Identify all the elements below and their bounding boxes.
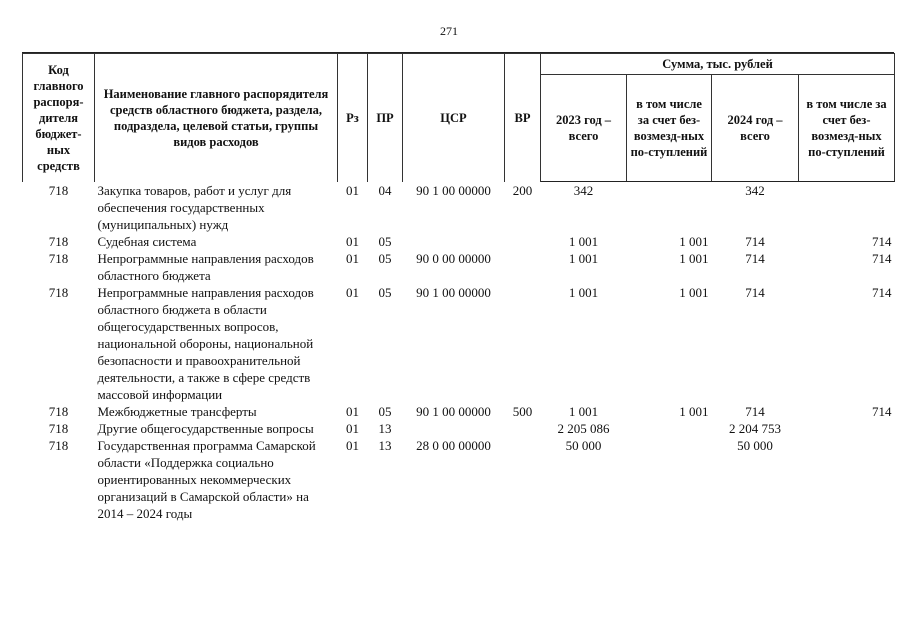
header-name: Наименование главного распорядителя средств областного бюджета, раздела, подраздела, целевой статьи, группы видов расходов [95, 54, 338, 182]
cell-vr: 500 [512, 403, 533, 419]
cell-2023-total: 1 001 [568, 403, 599, 419]
cell-csr: 90 1 00 00000 [416, 182, 491, 198]
cell-rz: 01 [346, 250, 359, 266]
header-sum-group: Сумма, тыс. рублей [541, 54, 895, 75]
cell-2024-total: 714 [745, 403, 765, 419]
budget-table [22, 53, 895, 522]
cell-rz: 01 [346, 233, 359, 249]
cell-2024-total: 2 204 753 [729, 420, 781, 436]
cell-2023-free: 1 001 [679, 284, 709, 300]
cell-2024-free: 714 [872, 403, 892, 419]
table-row [23, 250, 895, 284]
cell-2024-total: 50 000 [737, 437, 773, 453]
cell-name: Непрограммные направления расходов областного бюджета в области общегосударственных вопросов, национальной обороны, национальной безопасности и правоохранительной деятельности, а также в сфере средств массовой информации [97, 284, 314, 402]
cell-vr: 200 [512, 182, 533, 198]
cell-csr [403, 420, 505, 437]
cell-2023-free [627, 182, 712, 233]
cell-csr: 90 0 00 00000 [416, 250, 491, 266]
table-row [23, 182, 895, 233]
header-vr: ВР [505, 54, 541, 182]
cell-2024-free: 714 [872, 250, 892, 266]
cell-pr: 04 [378, 182, 392, 198]
table-body [23, 182, 895, 522]
cell-code: 718 [48, 420, 69, 436]
table-row [23, 284, 895, 403]
cell-2024-free [799, 182, 895, 233]
cell-2023-free: 1 001 [679, 233, 709, 249]
cell-code: 718 [48, 284, 69, 300]
cell-rz: 01 [346, 437, 359, 453]
cell-rz: 01 [346, 420, 359, 436]
cell-2023-total: 342 [573, 183, 594, 198]
header-2024-total: 2024 год – всего [712, 75, 799, 182]
cell-2024-total: 714 [745, 250, 765, 266]
cell-2023-free: 1 001 [679, 403, 709, 419]
table-row [23, 233, 895, 250]
cell-2024-free [799, 437, 895, 522]
cell-pr: 05 [378, 403, 392, 419]
cell-code: 718 [48, 250, 69, 266]
cell-vr [505, 233, 541, 250]
header-2023-free: в том числе за счет без-возмезд-ных по-ступлений [627, 75, 712, 182]
cell-code: 718 [48, 233, 69, 249]
table-row [23, 420, 895, 437]
cell-rz: 01 [346, 403, 359, 419]
cell-2023-total: 1 001 [568, 284, 599, 300]
cell-name: Непрограммные направления расходов областного бюджета [97, 250, 314, 283]
cell-2024-total: 714 [745, 233, 765, 249]
cell-csr [403, 233, 505, 250]
cell-vr [505, 420, 541, 437]
table-row [23, 437, 895, 522]
header-code: Код главного распоря-дителя бюджет-ных средств [23, 54, 95, 182]
cell-rz: 01 [346, 284, 359, 300]
cell-pr: 13 [378, 437, 392, 453]
cell-rz: 01 [346, 182, 359, 198]
cell-2024-free [799, 420, 895, 437]
cell-vr [505, 250, 541, 284]
cell-name: Закупка товаров, работ и услуг для обеспечения государственных (муниципальных) нужд [97, 182, 292, 232]
cell-2024-total: 714 [745, 284, 765, 300]
header-pr: ПР [368, 54, 403, 182]
cell-vr [505, 437, 541, 522]
cell-pr: 05 [378, 284, 392, 300]
cell-vr [505, 284, 541, 403]
cell-name: Межбюджетные трансферты [97, 403, 257, 419]
cell-code: 718 [48, 182, 69, 198]
header-2023-total: 2023 год – всего [541, 75, 627, 182]
cell-2023-free [627, 437, 712, 522]
cell-pr: 05 [378, 233, 392, 249]
cell-csr: 90 1 00 00000 [416, 403, 491, 419]
cell-name: Судебная система [97, 233, 197, 249]
cell-2023-total: 1 001 [568, 250, 599, 266]
table-header [23, 54, 895, 182]
cell-code: 718 [48, 403, 69, 419]
header-csr: ЦСР [403, 54, 505, 182]
cell-pr: 05 [378, 250, 392, 266]
cell-pr: 13 [378, 420, 392, 436]
cell-csr: 28 0 00 00000 [416, 437, 491, 453]
cell-2023-total: 50 000 [565, 437, 602, 453]
page-number: 271 [440, 24, 458, 38]
cell-code: 718 [48, 437, 69, 453]
cell-csr: 90 1 00 00000 [416, 284, 491, 300]
cell-2023-free [627, 420, 712, 437]
cell-name: Государственная программа Самарской области «Поддержка социально ориентированных некоммерческих организаций в Самарской области» на 2014 – 2024 годы [97, 437, 316, 521]
cell-2023-total: 1 001 [568, 233, 599, 249]
cell-2023-free: 1 001 [679, 250, 709, 266]
header-rz: Рз [338, 54, 368, 182]
table-row [23, 403, 895, 420]
cell-2024-free: 714 [872, 284, 892, 300]
cell-name: Другие общегосударственные вопросы [97, 420, 314, 436]
cell-2023-total: 2 205 086 [557, 420, 610, 436]
cell-2024-free: 714 [872, 233, 892, 249]
header-2024-free: в том числе за счет без-возмезд-ных по-ступлений [799, 75, 895, 182]
cell-2024-total: 342 [745, 183, 765, 198]
